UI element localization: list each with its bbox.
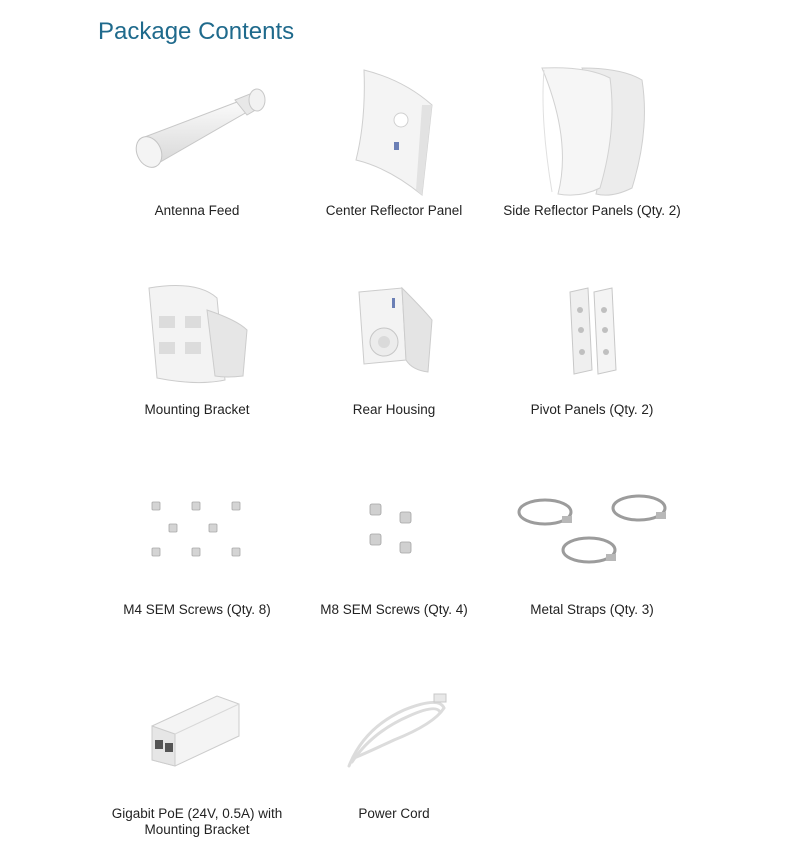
item-label: Rear Housing: [352, 402, 436, 417]
antenna-feed-image: [97, 60, 297, 200]
item-m8-screws: [294, 490, 494, 630]
item-power-cord: [294, 688, 494, 838]
mounting-bracket-image: [97, 280, 297, 390]
item-rear-housing: [294, 280, 494, 430]
m4-screws-image: [97, 490, 297, 570]
center-reflector-panel-image: [294, 60, 494, 200]
item-center-reflector-panel: [294, 60, 494, 230]
item-label: Side Reflector Panels (Qty. 2): [503, 203, 681, 218]
item-label: Pivot Panels (Qty. 2): [530, 402, 654, 417]
item-label: M4 SEM Screws (Qty. 8): [123, 602, 271, 617]
power-cord-image: [294, 688, 494, 778]
item-mounting-bracket: [97, 280, 297, 430]
item-side-reflector-panels: [492, 60, 692, 230]
rear-housing-image: [294, 280, 494, 390]
item-m4-screws: [97, 490, 297, 630]
item-label: Antenna Feed: [154, 203, 240, 218]
page-title: Package Contents: [98, 18, 295, 45]
metal-straps-image: [492, 490, 692, 590]
item-label: Metal Straps (Qty. 3): [530, 602, 654, 617]
item-label: Gigabit PoE (24V, 0.5A) with Mounting Bracket: [111, 806, 283, 837]
item-metal-straps: [492, 490, 692, 630]
poe-adapter-image: [97, 688, 297, 778]
item-pivot-panels: [492, 280, 692, 430]
item-label: M8 SEM Screws (Qty. 4): [320, 602, 468, 617]
side-reflector-panels-image: [492, 60, 692, 200]
item-gigabit-poe: [97, 688, 297, 838]
item-label: Center Reflector Panel: [325, 203, 463, 218]
item-label: Power Cord: [358, 806, 430, 821]
pivot-panels-image: [492, 280, 692, 390]
item-label: Mounting Bracket: [144, 402, 250, 417]
item-antenna-feed: [97, 60, 297, 230]
m8-screws-image: [294, 490, 494, 570]
